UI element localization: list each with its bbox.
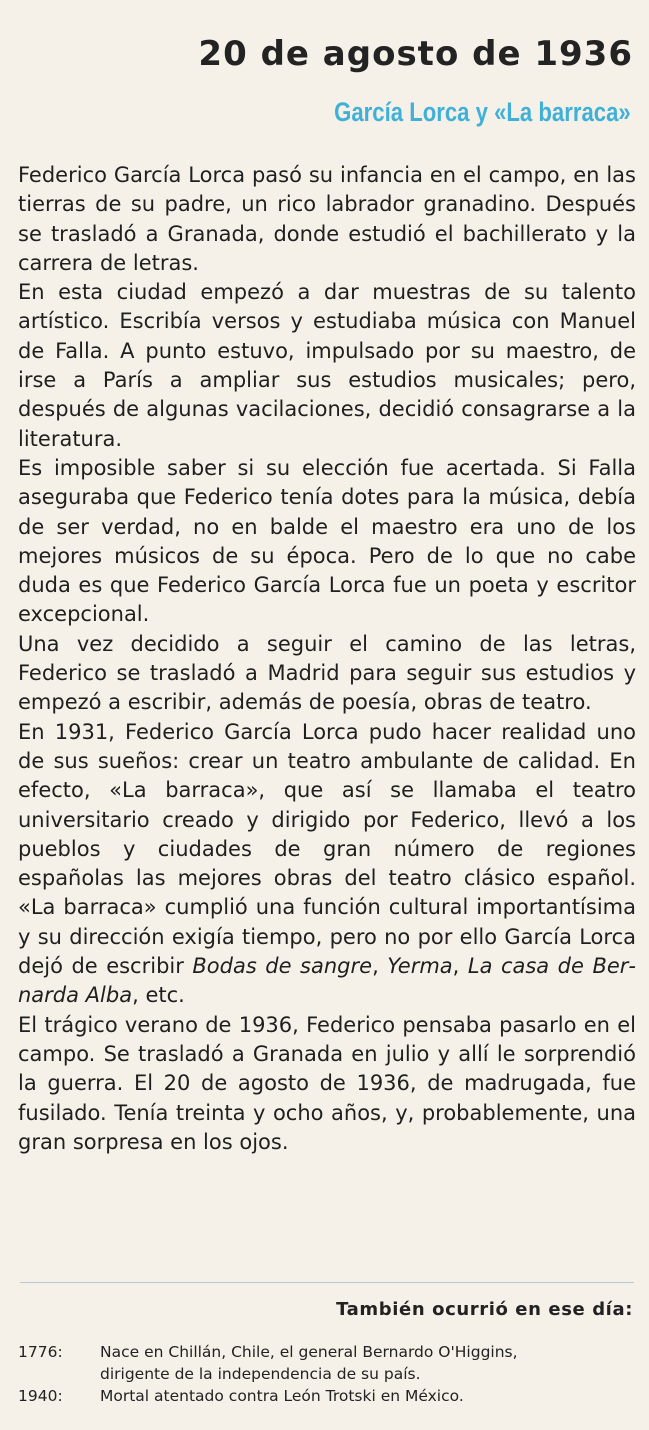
article-paragraph-2: En esta ciudad empezó a dar muestras de su talento artístico. Escribía versos y estudiaba música con Manuel de Falla. A punto estuvo, impulsado por su maestro, de irse a París a ampliar sus estudios musicales; pero, después de algunas vacilaciones, decidió consagrarse a la literatura. — [18, 280, 636, 451]
work-title-bodas-de-sangre: Bodas de sangre — [192, 954, 373, 979]
event-description-line: Nace en Chillán, Chile, el general Bernardo O'Higgins, — [100, 1343, 518, 1361]
event-item — [18, 1385, 638, 1407]
work-separator: , — [372, 954, 379, 979]
work-title-yerma: Yerma — [387, 954, 453, 979]
article-paragraph-5-text: En 1931, Federico García Lorca pudo hacer realidad uno de sus sueños: crear un teatro ambulante de calidad. En efecto, «La barraca», que así se llamaba el teatro universitario creado y dirigido por Federico, llevó a los pueblos y ciudades de gran número de regiones españolas las mejores obras del teatro clásico español. «La barraca» cumplió una función cultural importantísima y su dirección exigía tiempo, pero no por ello García Lorca dejó de escribir — [18, 719, 636, 979]
event-description — [100, 1341, 638, 1385]
section-divider — [20, 1282, 634, 1283]
page-title-date: 20 de agosto de 1936 — [198, 34, 633, 74]
event-year: 1776: — [18, 1343, 63, 1361]
article-paragraph-5-ending: , etc. — [132, 983, 185, 1008]
event-description-line: Mortal atentado contra León Trotski en México. — [100, 1387, 464, 1405]
article-body — [18, 161, 636, 1157]
article-paragraph-1: Federico García Lorca pasó su infancia en el campo, en las tierras de su padre, un rico labrador granadino. Después se trasladó a Granada, donde estudió el bachillerato y la carrera de letras. — [18, 163, 636, 275]
work-separator: , — [452, 954, 460, 979]
event-description — [100, 1385, 638, 1407]
also-happened-heading: También ocurrió en ese día: — [336, 1299, 633, 1320]
article-paragraph-5 — [18, 718, 636, 1011]
article-paragraph-4: Una vez decidido a seguir el camino de las letras, Federico se trasladó a Madrid para seguir sus estudios y empezó a escribir, además de poesía, obras de teatro. — [18, 631, 636, 715]
events-list — [18, 1341, 638, 1407]
article-paragraph-6: El trágico verano de 1936, Federico pensaba pasarlo en el campo. Se trasladó a Granada en julio y allí le sorprendió la guerra. El 20 de agosto de 1936, de madrugada, fue fusilado. Tenía treinta y ocho años, y, probablemente, una gran sorpresa en los ojos. — [18, 1012, 636, 1154]
event-description-line: dirigente de la independencia de su país. — [100, 1365, 421, 1383]
event-item — [18, 1341, 638, 1385]
article-subtitle: García Lorca y «La barraca» — [334, 97, 631, 127]
article-paragraph-3: Es imposible saber si su elección fue acertada. Si Falla aseguraba que Federico tenía dotes para la música, debía de ser verdad, no en balde el maestro era uno de los mejores músicos de su época. Pero de lo que no cabe duda es que Federico García Lorca fue un poeta y escritor excepcional. — [18, 455, 636, 627]
work-title-la-casa-de-bernarda-alba: La casa de Bernarda Alba — [18, 954, 636, 1008]
event-year: 1940: — [18, 1387, 63, 1405]
